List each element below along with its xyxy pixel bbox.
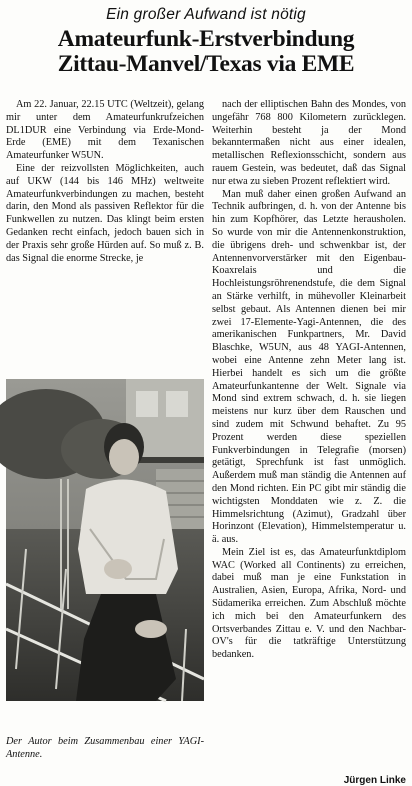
article-columns <box>6 99 406 786</box>
left-paragraph-2: Eine der reizvollsten Möglichkeiten, auch auf UKW (144 bis 146 MHz) weltweite Amateurfunkverbindungen zu machen, besteht darin, den Mond als passiven Reflektor für die Funkwellen zu nutzen. Das klingt beim ersten Gedanken recht einfach, jedoch bauen sich in der Praxis sehr große Hürden auf. So muß z. B. das Signal die enorme Strecke, je <box>6 162 204 264</box>
kicker: Ein großer Aufwand ist nötig <box>106 6 306 23</box>
right-column <box>212 99 406 662</box>
photo-author-assembling-antenna <box>6 379 204 701</box>
headline-line-1: Amateurfunk-Erstverbindung <box>57 26 355 52</box>
author-byline: Jürgen Linke <box>343 775 406 786</box>
headline <box>6 27 406 77</box>
article-photo <box>6 379 204 701</box>
right-paragraph-3: Mein Ziel ist es, das Amateurfunktdiplom WAC (Worked all Continents) zu erreichen, dabei muß man je eine Funkstation in Australien, Asien, Europa, Afrika, Nord- und Südamerika erreichen. Zum Abschluß möchte ich mich bei den Amateurfunkern des Ortsverbandes Zittau e. V. und den Nachbar-OV's für die tatkräftige Unterstützung bedanken. <box>212 546 406 661</box>
right-paragraph-1: nach der elliptischen Bahn des Mondes, von ungefähr 768 800 Kilometern zurücklegen. Weiterhin besteht ja der Mond bekanntermaßen nicht aus einer idealen, metallischen Reflexionsschicht, sondern aus rauem Gestein, was bedeutet, daß das Signal nur etwa zu sieben Prozent reflektiert wird. <box>212 99 406 187</box>
photo-caption: Der Autor beim Zusammenbau einer YAGI-Antenne. <box>6 736 204 760</box>
right-paragraph-2: Man muß daher einen großen Aufwand an Technik aufbringen, d. h. von der Antenne bis hin zum Kopfhörer, das Letzte herausholen. So wurde von mir die Antennenkonstruktion, die übrigens dreh- und schwenkbar ist, der Antennenvorverstärker mit den Eigenbau-Koaxrelais und die Hochleistungsröhrenendstufe, die dem Signal an Stärke verhilft, in mühevoller Kleinarbeit selbst gebaut. Als Antennen dienen bei mir zwei 17-Elemente-Yagi-Antennen, die des amerikanischen Funkpartners, Mr. David Blaschke, W5UN, aus 48 YAGI-Antennen, wobei eine Antenne zehn Meter lang ist. Hierbei handelt es sich um die größte Amateurfunkantenne der Welt. Signale via Mond sind extrem schwach, d. h. sie liegen meistens nur kurz über dem Rauschen und sind zudem mit Schwund behaftet. Zu 95 Prozent werden diese speziellen Funkverbindungen in Telegrafie (morsen) getätigt, Sprechfunk ist fast unmöglich. Außerdem muß man ständig die Antennen auf den Mond richten. Ein PC gibt mir ständig die wichtigsten Monddaten wie z. Z. die Himmelsrichtung (Azimut), Gradzahl über Horinzont (Elevation), Himmelstemperatur u. ä. aus. <box>212 188 406 546</box>
headline-line-2: Zittau-Manvel/Texas via EME <box>57 51 355 77</box>
left-paragraph-1: Am 22. Januar, 22.15 UTC (Weltzeit), gelang mir unter dem Amateurfunkrufzeichen DL1DUR eine Verbindung via Erde-Mond-Erde (EME) mit dem Texanischen Amateurfunker W5UN. <box>6 99 204 162</box>
left-column <box>6 99 204 265</box>
